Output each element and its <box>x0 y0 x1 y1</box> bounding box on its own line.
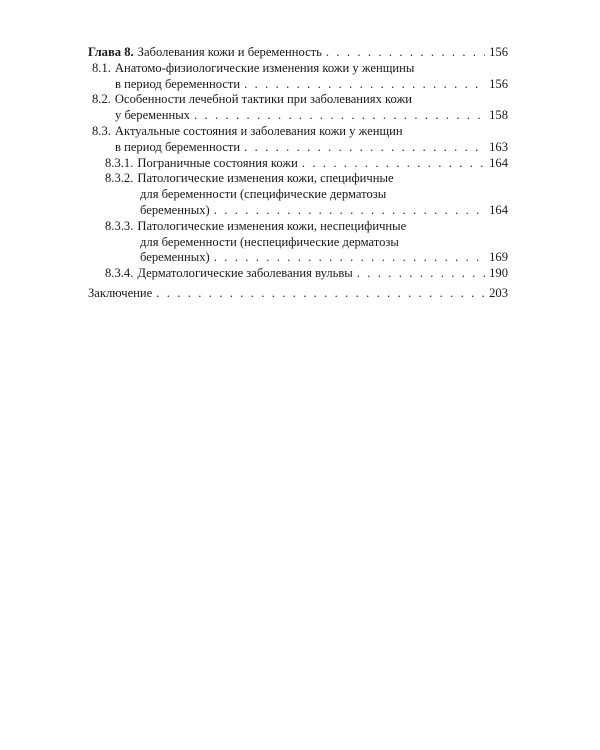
toc-line <box>88 250 508 266</box>
page-number: 164 <box>489 155 508 170</box>
subsection-title-line-3: беременных) <box>140 250 210 265</box>
toc-entry-text <box>88 45 322 61</box>
page-number: 164 <box>489 202 508 217</box>
toc-line <box>88 77 508 93</box>
dot-leader <box>302 156 485 172</box>
section-title-line-1: Анатомо-физиологические изменения кожи у женщины <box>114 60 415 75</box>
section-number: 8.3. <box>92 123 111 138</box>
subsection-title-line-2: для беременности (специфические дерматозы <box>140 187 387 202</box>
chapter-number: Глава 8. <box>88 45 134 59</box>
toc-line <box>88 156 508 172</box>
page-number: 163 <box>489 139 508 154</box>
toc-line <box>88 286 508 302</box>
toc-line <box>88 140 508 156</box>
page-number: 203 <box>489 285 508 300</box>
toc-entry-8-1[interactable] <box>88 61 508 93</box>
conclusion-title: Заключение <box>88 285 153 300</box>
subsection-title-line-3: беременных) <box>140 202 210 217</box>
subsection-number: 8.3.3. <box>105 218 134 233</box>
dot-leader <box>326 45 485 61</box>
toc-line <box>88 61 508 77</box>
dot-leader <box>214 250 485 266</box>
section-title-line-1: Актуальные состояния и заболевания кожи у женщин <box>114 123 403 138</box>
toc-entry-text <box>105 266 353 282</box>
page-number: 158 <box>489 108 508 123</box>
toc-entry-conclusion[interactable] <box>88 286 508 302</box>
toc-entry-8-3-2[interactable] <box>88 171 508 218</box>
toc-line <box>88 92 508 108</box>
dot-leader <box>244 140 485 156</box>
section-title-line-2: в период беременности <box>115 139 241 154</box>
toc-entry-text <box>105 156 298 172</box>
section-title-line-2: в период беременности <box>115 76 241 91</box>
toc-entry-chapter-8[interactable] <box>88 45 508 61</box>
toc-entry-8-3[interactable] <box>88 124 508 156</box>
table-of-contents <box>88 45 508 302</box>
subsection-title-line-1: Патологические изменения кожи, специфичные <box>137 171 394 186</box>
page-number: 156 <box>489 45 508 59</box>
subsection-title: Дерматологические заболевания вульвы <box>137 266 353 281</box>
page-number: 190 <box>489 266 508 281</box>
page-number: 156 <box>489 76 508 91</box>
toc-line <box>88 266 508 282</box>
page-number: 169 <box>489 250 508 265</box>
toc-entry-8-3-1[interactable] <box>88 156 508 172</box>
section-title-line-2: у беременных <box>115 108 190 123</box>
toc-line <box>88 171 508 187</box>
subsection-number: 8.3.2. <box>105 171 134 186</box>
dot-leader <box>357 266 485 282</box>
dot-leader <box>156 286 485 302</box>
section-number: 8.1. <box>92 60 111 75</box>
toc-line <box>88 124 508 140</box>
subsection-title-line-1: Патологические изменения кожи, неспецифичные <box>137 218 407 233</box>
toc-entry-8-3-3[interactable] <box>88 219 508 266</box>
chapter-title: Заболевания кожи и беременность <box>137 45 322 59</box>
subsection-number: 8.3.1. <box>105 155 134 170</box>
section-number: 8.2. <box>92 92 111 107</box>
section-title-line-1: Особенности лечебной тактики при заболеваниях кожи <box>114 92 412 107</box>
subsection-number: 8.3.4. <box>105 266 134 281</box>
subsection-title-line-2: для беременности (неспецифические дерматозы <box>140 234 399 249</box>
toc-line <box>88 203 508 219</box>
toc-line <box>88 108 508 124</box>
dot-leader <box>244 77 485 93</box>
subsection-title: Пограничные состояния кожи <box>137 155 298 170</box>
toc-line <box>88 45 508 61</box>
toc-entry-8-2[interactable] <box>88 92 508 124</box>
dot-leader <box>214 203 485 219</box>
toc-line <box>88 219 508 235</box>
toc-entry-8-3-4[interactable] <box>88 266 508 282</box>
dot-leader <box>194 108 485 124</box>
